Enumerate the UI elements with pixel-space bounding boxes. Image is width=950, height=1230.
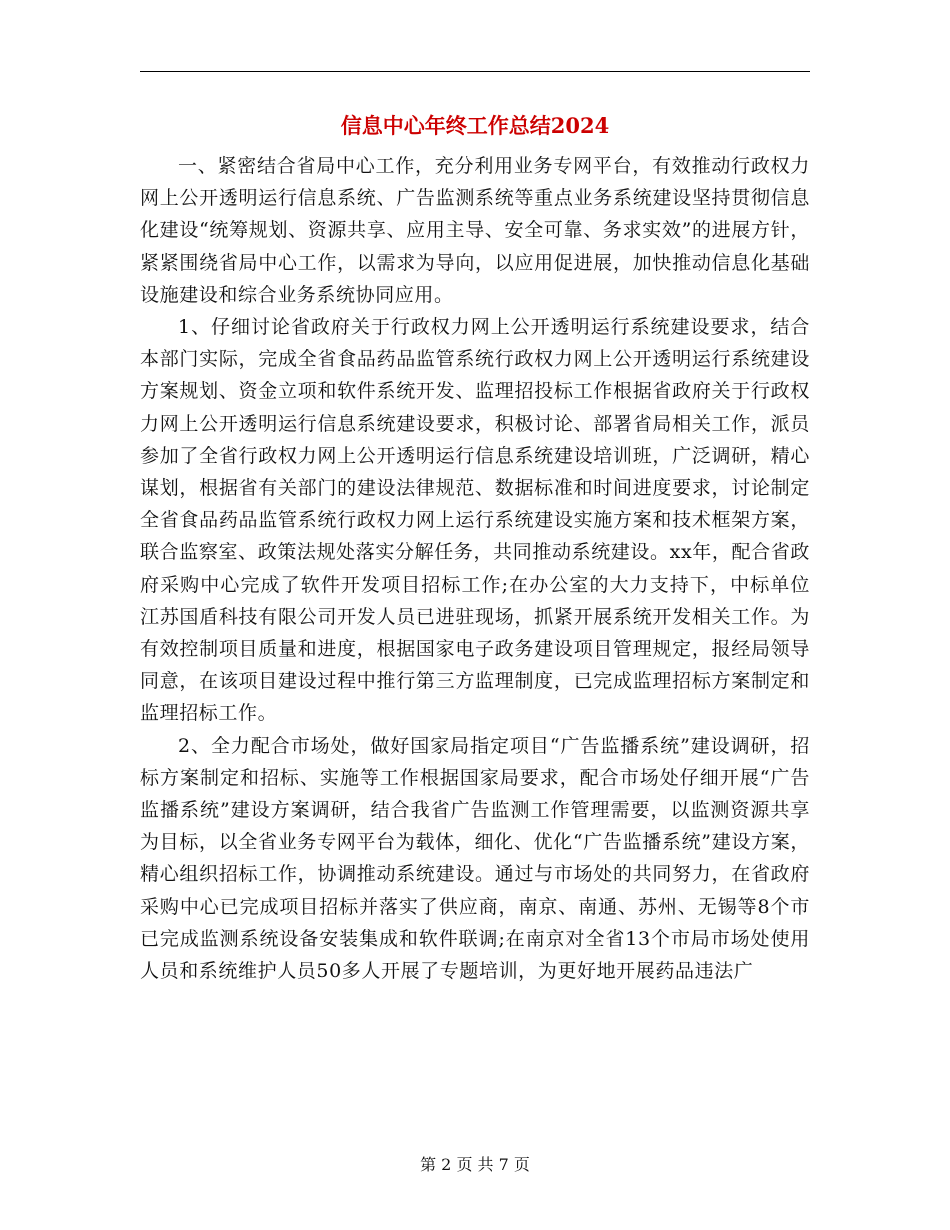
document-title: 信息中心年终工作总结2024 bbox=[340, 113, 610, 138]
header-rule bbox=[140, 71, 810, 72]
page-footer bbox=[0, 1153, 950, 1177]
document-body bbox=[140, 150, 810, 987]
paragraph-3: 2、全力配合市场处，做好国家局指定项目“广告监播系统”建设调研，招标方案制定和招标、实施等工作根据国家局要求，配合市场处仔细开展“广告监播系统”建设方案调研，结合我省广告监测工作管理需要，以监测资源共享为目标，以全省业务专网平台为载体，细化、优化“广告监播系统”建设方案，精心组织招标工作，协调推动系统建设。通过与市场处的共同努力，在省政府采购中心已完成项目招标并落实了供应商，南京、南通、苏州、无锡等8个市已完成监测系统设备安装集成和软件联调;在南京对全省13个市局市场处使用人员和系统维护人员50多人开展了专题培训，为更好地开展药品违法广 bbox=[140, 734, 810, 983]
paragraph-1: 一、紧密结合省局中心工作，充分利用业务专网平台，有效推动行政权力网上公开透明运行信息系统、广告监测系统等重点业务系统建设坚持贯彻信息化建设“统筹规划、资源共享、应用主导、安全可靠、务求实效”的进展方针，紧紧围绕省局中心工作，以需求为导向，以应用促进展，加快推动信息化基础设施建设和综合业务系统协同应用。 bbox=[140, 155, 810, 306]
page-number: 第 2 页 共 7 页 bbox=[420, 1155, 530, 1174]
paragraph-2: 1、仔细讨论省政府关于行政权力网上公开透明运行系统建设要求，结合本部门实际，完成全省食品药品监管系统行政权力网上公开透明运行系统建设方案规划、资金立项和软件系统开发、监理招投标工作根据省政府关于行政权力网上公开透明运行信息系统建设要求，积极讨论、部署省局相关工作，派员参加了全省行政权力网上公开透明运行信息系统建设培训班，广泛调研，精心谋划，根据省有关部门的建设法律规范、数据标准和时间进度要求，讨论制定全省食品药品监管系统行政权力网上运行系统建设实施方案和技术框架方案，联合监察室、政策法规处落实分解任务，共同推动系统建设。xx年，配合省政府采购中心完成了软件开发项目招标工作;在办公室的大力支持下，中标单位江苏国盾科技有限公司开发人员已进驻现场，抓紧开展系统开发相关工作。为有效控制项目质量和进度，根据国家电子政务建设项目管理规定，报经局领导同意，在该项目建设过程中推行第三方监理制度，已完成监理招标方案制定和监理招标工作。 bbox=[140, 316, 810, 725]
